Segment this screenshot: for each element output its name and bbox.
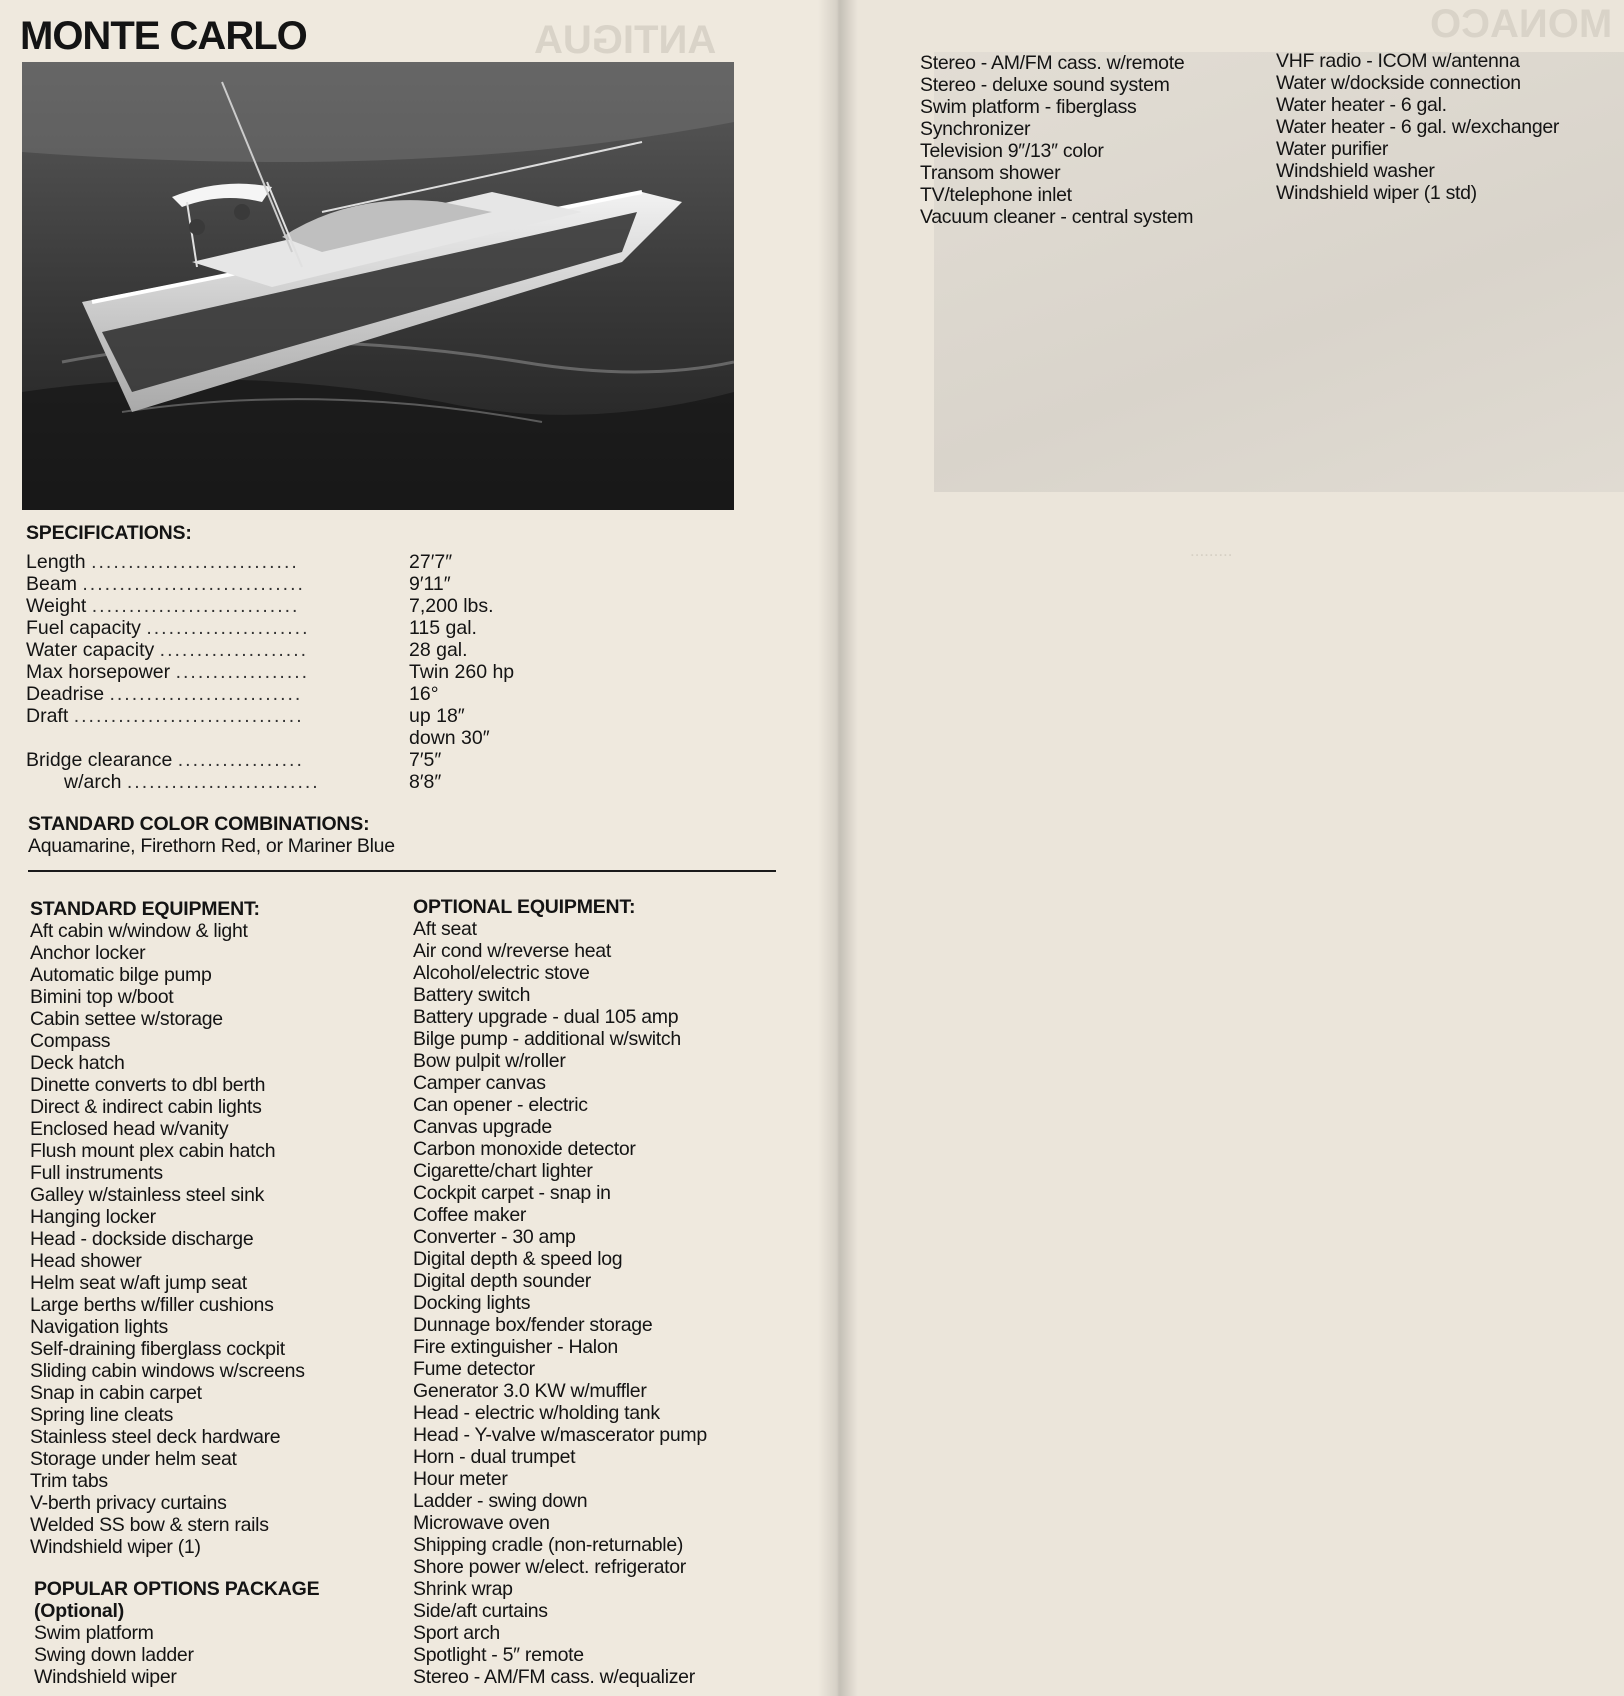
optional-equipment-continued-col2: [1276, 50, 1559, 204]
section-divider: [28, 870, 776, 872]
spec-water-value: 28 gal.: [409, 639, 468, 661]
list-item: Full instruments: [30, 1162, 163, 1184]
color-combinations-heading: STANDARD COLOR COMBINATIONS:: [28, 813, 370, 835]
list-item: Horn - dual trumpet: [413, 1446, 576, 1468]
list-item: Fire extinguisher - Halon: [413, 1336, 618, 1358]
list-item: Can opener - electric: [413, 1094, 588, 1116]
spec-horsepower-label: Max horsepower ..................: [26, 661, 310, 683]
list-item: Water heater - 6 gal. w/exchanger: [1276, 116, 1560, 138]
spec-water-label: Water capacity ....................: [26, 639, 309, 661]
list-item: Storage under helm seat: [30, 1448, 237, 1470]
list-item: Spring line cleats: [30, 1404, 174, 1426]
spec-weight-value: 7,200 lbs.: [409, 595, 494, 617]
page-title: MONTE CARLO: [20, 14, 307, 58]
list-item: Stereo - AM/FM cass. w/remote: [920, 52, 1185, 74]
list-item: Automatic bilge pump: [30, 964, 212, 986]
spec-length-label: Length ............................: [26, 551, 299, 573]
list-item: Windshield wiper (1): [30, 1536, 201, 1558]
optional-equipment-continued-col1: [920, 52, 1193, 228]
list-item: Welded SS bow & stern rails: [30, 1514, 269, 1536]
spec-horsepower-value: Twin 260 hp: [409, 661, 515, 683]
list-item: Dunnage box/fender storage: [413, 1314, 653, 1336]
list-item: Aft cabin w/window & light: [30, 920, 248, 942]
list-item: Navigation lights: [30, 1316, 168, 1338]
list-item: Fume detector: [413, 1358, 535, 1380]
list-item: Deck hatch: [30, 1052, 125, 1074]
list-item: Vacuum cleaner - central system: [920, 206, 1194, 228]
list-item: Head - Y-valve w/mascerator pump: [413, 1424, 707, 1446]
list-item: Sliding cabin windows w/screens: [30, 1360, 305, 1382]
popular-options-subheading: (Optional): [34, 1600, 125, 1622]
list-item: Windshield wiper: [34, 1666, 177, 1688]
spec-draft-value: up 18″: [409, 705, 465, 727]
list-item: Microwave oven: [413, 1512, 550, 1534]
list-item: Trim tabs: [30, 1470, 108, 1492]
list-item: Ladder - swing down: [413, 1490, 588, 1512]
spec-bridge-label: Bridge clearance .................: [26, 749, 304, 771]
list-item: Alcohol/electric stove: [413, 962, 590, 984]
spec-beam-label: Beam ..............................: [26, 573, 305, 595]
list-item: Dinette converts to dbl berth: [30, 1074, 266, 1096]
spec-fuel-value: 115 gal.: [409, 617, 477, 639]
standard-equipment-list: [30, 920, 305, 1558]
list-item: VHF radio - ICOM w/antenna: [1276, 50, 1520, 72]
list-item: Canvas upgrade: [413, 1116, 552, 1138]
list-item: Spotlight - 5″ remote: [413, 1644, 584, 1666]
optional-equipment-list: [413, 918, 707, 1688]
list-item: Bilge pump - additional w/switch: [413, 1028, 681, 1050]
popular-options-section: [34, 1578, 319, 1688]
list-item: Stereo - deluxe sound system: [920, 74, 1170, 96]
spec-draft-down-value: down 30″: [409, 727, 490, 749]
list-item: Television 9″/13″ color: [920, 140, 1104, 162]
spec-arch-value: 8′8″: [409, 771, 442, 793]
spec-length-value: 27′7″: [409, 551, 453, 573]
list-item: Battery switch: [413, 984, 531, 1006]
list-item: Side/aft curtains: [413, 1600, 548, 1622]
list-item: Large berths w/filler cushions: [30, 1294, 274, 1316]
list-item: Aft seat: [413, 918, 477, 940]
list-item: Shore power w/elect. refrigerator: [413, 1556, 686, 1578]
spec-deadrise-label: Deadrise ..........................: [26, 683, 303, 705]
specifications-heading: SPECIFICATIONS:: [26, 522, 192, 544]
list-item: Shrink wrap: [413, 1578, 513, 1600]
spec-fuel-label: Fuel capacity ......................: [26, 617, 310, 639]
list-item: Self-draining fiberglass cockpit: [30, 1338, 285, 1360]
list-item: Digital depth sounder: [413, 1270, 591, 1292]
list-item: Air cond w/reverse heat: [413, 940, 611, 962]
show-through-title: ANTIGUA: [534, 18, 717, 62]
list-item: Windshield wiper (1 std): [1276, 182, 1477, 204]
list-item: Generator 3.0 KW w/muffler: [413, 1380, 647, 1402]
list-item: Cockpit carpet - snap in: [413, 1182, 611, 1204]
spec-draft-label: Draft ...............................: [26, 705, 304, 727]
optional-equipment-heading: OPTIONAL EQUIPMENT:: [413, 896, 636, 918]
list-item: Swing down ladder: [34, 1644, 194, 1666]
list-item: Digital depth & speed log: [413, 1248, 623, 1270]
spec-weight-label: Weight ............................: [26, 595, 300, 617]
list-item: Transom shower: [920, 162, 1061, 184]
optional-equipment-section: [413, 896, 707, 1688]
list-item: Swim platform - fiberglass: [920, 96, 1137, 118]
boat-photo: [22, 62, 734, 510]
standard-equipment-section: [30, 898, 305, 1558]
show-through-title: MONACO: [1430, 2, 1613, 46]
list-item: Cigarette/chart lighter: [413, 1160, 593, 1182]
optional-equipment-list-continued: [920, 52, 1193, 228]
list-item: Helm seat w/aft jump seat: [30, 1272, 247, 1294]
list-item: Compass: [30, 1030, 111, 1052]
list-item: Converter - 30 amp: [413, 1226, 576, 1248]
color-combinations-text: Aquamarine, Firethorn Red, or Mariner Blue: [28, 835, 395, 857]
list-item: Head - dockside discharge: [30, 1228, 254, 1250]
list-item: Hour meter: [413, 1468, 508, 1490]
list-item: Docking lights: [413, 1292, 531, 1314]
spec-bridge-value: 7′5″: [409, 749, 442, 771]
list-item: Galley w/stainless steel sink: [30, 1184, 265, 1206]
list-item: Windshield washer: [1276, 160, 1435, 182]
list-item: Synchronizer: [920, 118, 1031, 140]
standard-equipment-heading: STANDARD EQUIPMENT:: [30, 898, 260, 920]
list-item: Battery upgrade - dual 105 amp: [413, 1006, 679, 1028]
popular-options-list: [34, 1622, 319, 1688]
list-item: Camper canvas: [413, 1072, 546, 1094]
list-item: Stainless steel deck hardware: [30, 1426, 281, 1448]
list-item: Sport arch: [413, 1622, 500, 1644]
popular-options-heading: POPULAR OPTIONS PACKAGE: [34, 1578, 320, 1600]
list-item: Snap in cabin carpet: [30, 1382, 202, 1404]
list-item: Swim platform: [34, 1622, 154, 1644]
list-item: Bimini top w/boot: [30, 986, 174, 1008]
list-item: TV/telephone inlet: [920, 184, 1072, 206]
list-item: Head shower: [30, 1250, 142, 1272]
spec-arch-label: w/arch ..........................: [64, 771, 320, 793]
list-item: Cabin settee w/storage: [30, 1008, 223, 1030]
list-item: Anchor locker: [30, 942, 146, 964]
page-gutter: [818, 0, 858, 1696]
list-item: Water purifier: [1276, 138, 1389, 160]
list-item: Water w/dockside connection: [1276, 72, 1521, 94]
list-item: Stereo - AM/FM cass. w/equalizer: [413, 1666, 695, 1688]
list-item: Coffee maker: [413, 1204, 527, 1226]
list-item: Bow pulpit w/roller: [413, 1050, 566, 1072]
list-item: V-berth privacy curtains: [30, 1492, 227, 1514]
list-item: Head - electric w/holding tank: [413, 1402, 660, 1424]
show-through-text: .........: [1190, 541, 1233, 560]
list-item: Flush mount plex cabin hatch: [30, 1140, 276, 1162]
list-item: Direct & indirect cabin lights: [30, 1096, 262, 1118]
spec-deadrise-value: 16°: [409, 683, 439, 705]
list-item: Carbon monoxide detector: [413, 1138, 636, 1160]
spec-beam-value: 9′11″: [409, 573, 451, 595]
optional-equipment-list-continued-2: [1276, 50, 1559, 204]
list-item: Water heater - 6 gal.: [1276, 94, 1447, 116]
list-item: Shipping cradle (non-returnable): [413, 1534, 684, 1556]
list-item: Hanging locker: [30, 1206, 156, 1228]
list-item: Enclosed head w/vanity: [30, 1118, 229, 1140]
